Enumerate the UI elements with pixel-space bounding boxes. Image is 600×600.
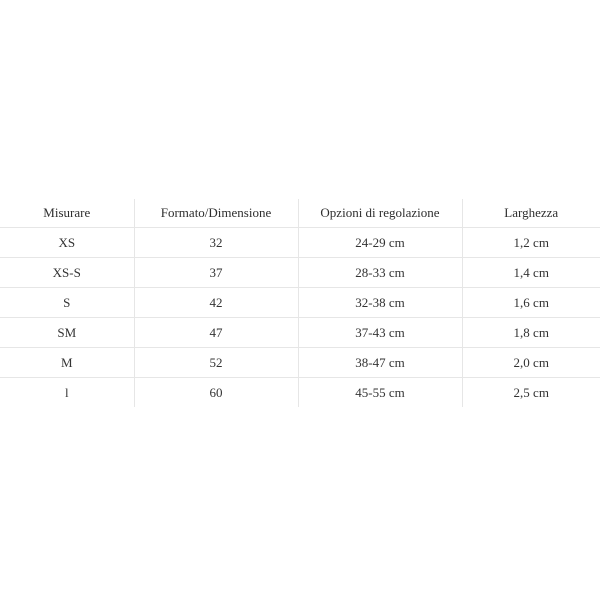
cell-width: 1,2 cm [462,228,600,258]
cell-adjustment: 45-55 cm [298,378,462,408]
table-row [0,228,600,258]
cell-width: 1,4 cm [462,258,600,288]
table-row [0,318,600,348]
header-misurare: Misurare [0,199,134,228]
table-row [0,258,600,288]
cell-adjustment: 32-38 cm [298,288,462,318]
header-larghezza: Larghezza [462,199,600,228]
cell-format: 52 [134,348,298,378]
cell-size: XS-S [0,258,134,288]
cell-adjustment: 38-47 cm [298,348,462,378]
cell-width: 2,5 cm [462,378,600,408]
table-row [0,288,600,318]
header-row [0,199,600,228]
cell-adjustment: 24-29 cm [298,228,462,258]
cell-width: 1,8 cm [462,318,600,348]
cell-format: 42 [134,288,298,318]
cell-adjustment: 37-43 cm [298,318,462,348]
header-formato-dimensione: Formato/Dimensione [134,199,298,228]
cell-format: 32 [134,228,298,258]
cell-width: 2,0 cm [462,348,600,378]
cell-size: M [0,348,134,378]
cell-format: 47 [134,318,298,348]
cell-width: 1,6 cm [462,288,600,318]
size-chart-table [0,199,600,407]
cell-size: XS [0,228,134,258]
header-opzioni-regolazione: Opzioni di regolazione [298,199,462,228]
cell-size: SM [0,318,134,348]
table-row [0,348,600,378]
cell-format: 60 [134,378,298,408]
cell-format: 37 [134,258,298,288]
cell-size: S [0,288,134,318]
table-row [0,378,600,408]
cell-adjustment: 28-33 cm [298,258,462,288]
cell-size: l [0,378,134,408]
